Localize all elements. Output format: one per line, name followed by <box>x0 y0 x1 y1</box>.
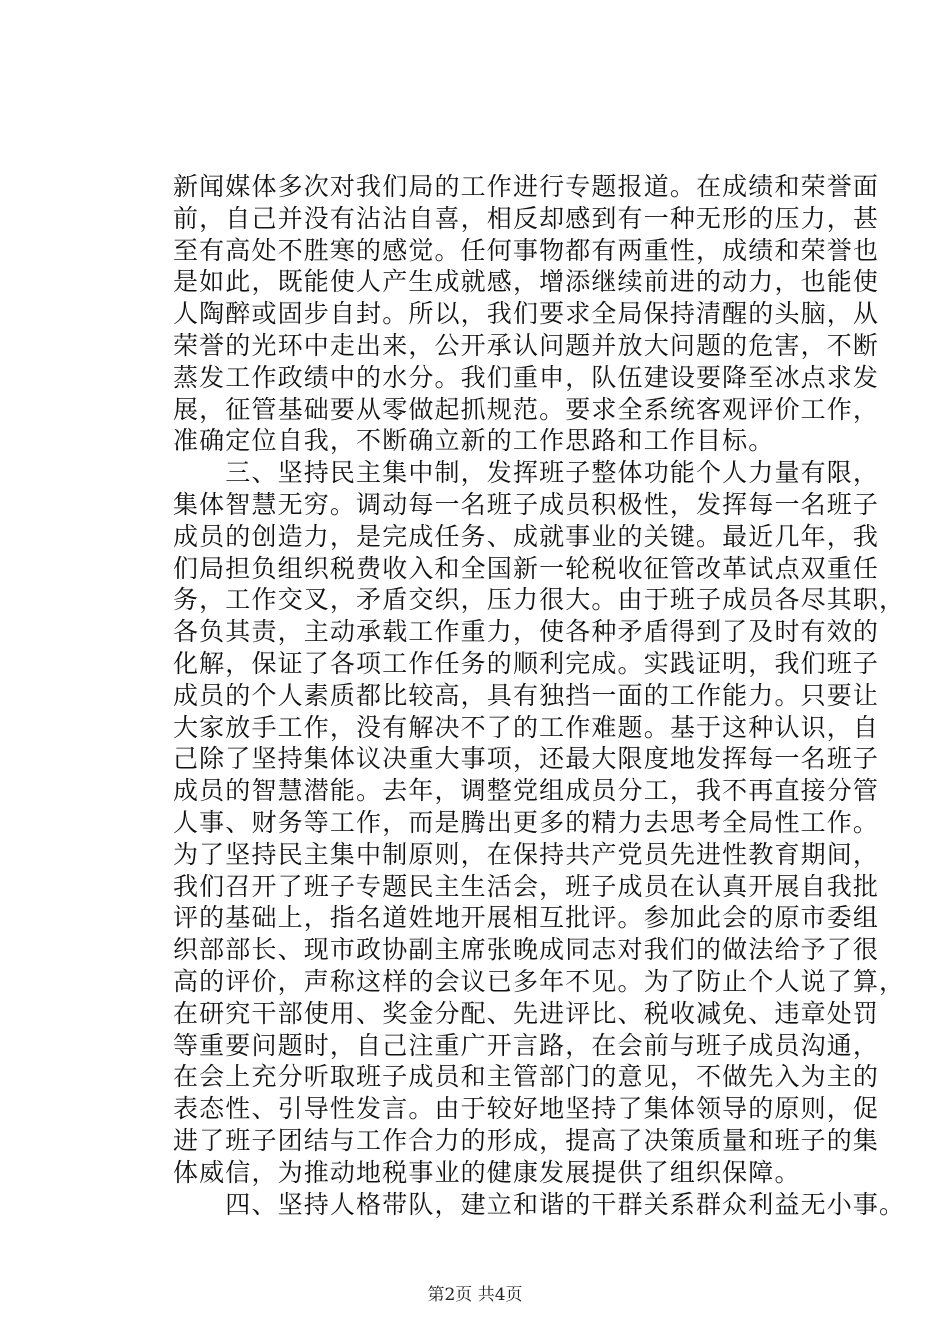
text-line: 是如此，既能使人产生成就感，增添继续前进的动力，也能使 <box>173 267 880 297</box>
text-line: 蒸发工作政绩中的水分。我们重申，队伍建设要降至冰点求发 <box>173 362 880 392</box>
text-line: 成员的创造力，是完成任务、成就事业的关键。最近几年，我 <box>173 521 880 551</box>
text-line: 新闻媒体多次对我们局的工作进行专题报道。在成绩和荣誉面 <box>173 172 880 201</box>
text-line: 人事、财务等工作，而是腾出更多的精力去思考全局性工作。 <box>173 807 880 837</box>
text-line: 体威信，为推动地税事业的健康发展提供了组织保障。 <box>173 1157 801 1187</box>
text-line: 在研究干部使用、奖金分配、先进评比、税收减免、违章处罚 <box>173 998 880 1028</box>
section-heading-line: 三、坚持民主集中制，发挥班子整体功能个人力量有限， <box>173 458 880 488</box>
text-line: 前，自己并没有沾沾自喜，相反却感到有一种无形的压力，甚 <box>173 203 880 233</box>
text-line: 成员的个人素质都比较高，具有独挡一面的工作能力。只要让 <box>173 680 880 710</box>
text-line: 进了班子团结与工作合力的形成，提高了决策质量和班子的集 <box>173 1125 880 1155</box>
document-body <box>173 171 906 1220</box>
text-line: 己除了坚持集体议决重大事项，还最大限度地发挥每一名班子 <box>173 744 880 774</box>
text-line: 人陶醉或固步自封。所以，我们要求全局保持清醒的头脑，从 <box>173 299 880 329</box>
text-line: 集体智慧无穷。调动每一名班子成员积极性，发挥每一名班子 <box>173 489 880 519</box>
text-line: 们局担负组织税费收入和全国新一轮税收征管改革试点双重任 <box>173 553 880 583</box>
text-line: 展，征管基础要从零做起抓规范。要求全系统客观评价工作， <box>173 394 880 424</box>
text-line: 荣誉的光环中走出来，公开承认问题并放大问题的危害，不断 <box>173 330 880 360</box>
text-line: 准确定位自我，不断确立新的工作思路和工作目标。 <box>173 426 775 456</box>
text-line: 各负其责，主动承载工作重力，使各种矛盾得到了及时有效的 <box>173 617 880 647</box>
text-line: 等重要问题时，自己注重广开言路，在会前与班子成员沟通， <box>173 1030 880 1060</box>
text-line: 表态性、引导性发言。由于较好地坚持了集体领导的原则，促 <box>173 1094 880 1124</box>
page-number-footer: 第2页 共4页 <box>427 1285 523 1305</box>
section-heading-line: 四、坚持人格带队，建立和谐的干群关系群众利益无小事。 <box>173 1189 906 1219</box>
text-line: 务，工作交叉，矛盾交织，压力很大。由于班子成员各尽其职， <box>173 585 906 615</box>
text-line: 评的基础上，指名道姓地开展相互批评。参加此会的原市委组 <box>173 903 880 933</box>
text-line: 至有高处不胜寒的感觉。任何事物都有两重性，成绩和荣誉也 <box>173 235 880 265</box>
text-line: 织部部长、现市政协副主席张晚成同志对我们的做法给予了很 <box>173 935 880 965</box>
text-line: 成员的智慧潜能。去年，调整党组成员分工，我不再直接分管 <box>173 776 880 806</box>
text-line: 为了坚持民主集中制原则，在保持共产党员先进性教育期间， <box>173 839 880 869</box>
text-line: 在会上充分听取班子成员和主管部门的意见，不做先入为主的 <box>173 1062 880 1092</box>
text-line: 大家放手工作，没有解决不了的工作难题。基于这种认识，自 <box>173 712 880 742</box>
text-line: 化解，保证了各项工作任务的顺利完成。实践证明，我们班子 <box>173 648 880 678</box>
text-line: 高的评价，声称这样的会议已多年不见。为了防止个人说了算， <box>173 966 906 996</box>
text-line: 我们召开了班子专题民主生活会，班子成员在认真开展自我批 <box>173 871 880 901</box>
